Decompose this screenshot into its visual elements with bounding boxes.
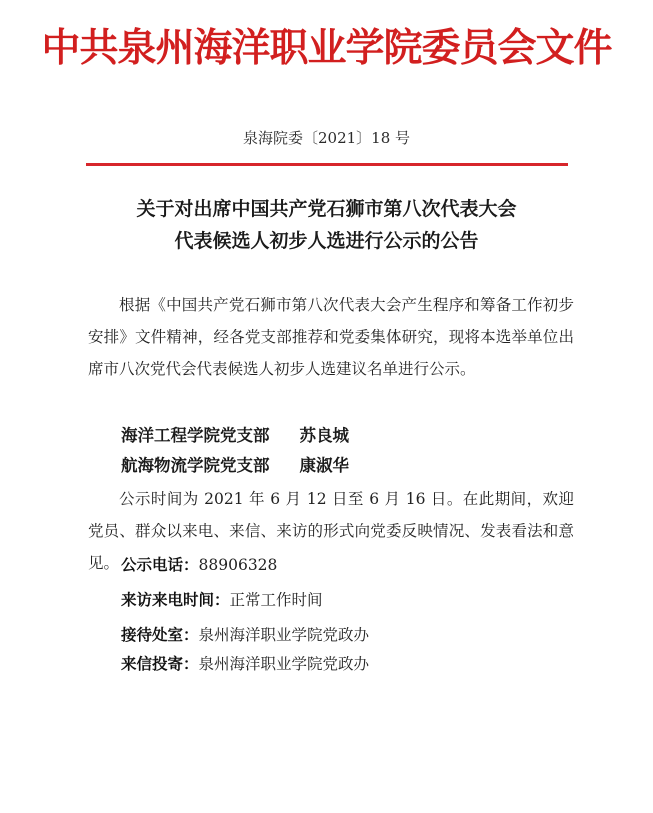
candidate-branch: 航海物流学院党支部 <box>121 456 270 475</box>
contact-phone-row <box>121 551 277 579</box>
intro-paragraph: 根据《中国共产党石狮市第八次代表大会产生程序和筹备工作初步安排》文件精神，经各党支部推荐和党委集体研究，现将本选举单位出席市八次党代会代表候选人初步人选建议名单进行公示。 <box>88 296 574 378</box>
visit-time-row <box>121 586 323 614</box>
notice-title <box>0 193 653 257</box>
candidate-name: 康淑华 <box>299 456 349 475</box>
candidate-row <box>121 422 349 450</box>
contact-phone-value: 88906328 <box>198 556 278 574</box>
document-header-title: 中共泉州海洋职业学院委员会文件 <box>41 25 612 71</box>
reception-office-row <box>121 621 369 649</box>
reception-office-value: 泉州海洋职业学院党政办 <box>198 626 370 644</box>
mail-address-value: 泉州海洋职业学院党政办 <box>198 655 370 673</box>
candidate-name: 苏良城 <box>299 426 349 445</box>
reception-office-label: 接待处室： <box>121 625 199 644</box>
candidate-branch: 海洋工程学院党支部 <box>121 426 270 445</box>
mail-address-label: 来信投寄： <box>121 654 199 673</box>
visit-time-label: 来访来电时间： <box>121 590 230 609</box>
notice-paragraph: 公示时间为 2021 年 6 月 12 日至 6 月 16 日。在此期间，欢迎党员、群众以来电、来信、来访的形式向党委反映情况、发表看法和意见。 <box>88 490 574 572</box>
contact-phone-label: 公示电话： <box>121 555 199 574</box>
red-divider <box>86 163 568 166</box>
notice-title-line-2: 代表候选人初步人选进行公示的公告 <box>174 230 479 252</box>
mail-address-row <box>121 650 369 678</box>
visit-time-value: 正常工作时间 <box>229 591 323 609</box>
document-number: 泉海院委〔2021〕18 号 <box>242 129 411 147</box>
candidate-row <box>121 452 349 480</box>
notice-title-line-1: 关于对出席中国共产党石狮市第八次代表大会 <box>136 198 517 220</box>
